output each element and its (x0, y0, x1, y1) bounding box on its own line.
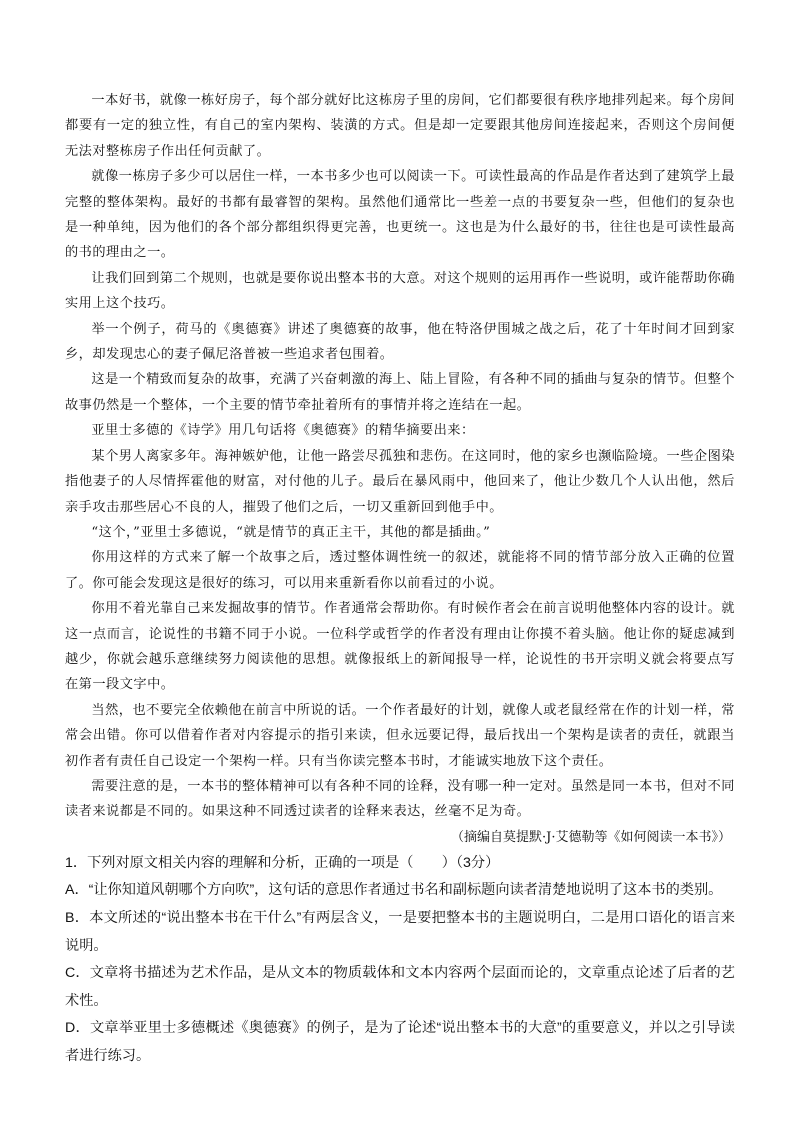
article-paragraph-3: 让我们回到第二个规则，也就是要你说出整本书的大意。对这个规则的运用再作一些说明，或许能帮助你确实用上这个技巧。 (65, 270, 735, 312)
article-paragraph-2: 就像一栋房子多少可以居住一样，一本书多少也可以阅读一下。可读性最高的作品是作者达到了建筑学上最完整的整体架构。最好的书都有最睿智的架构。虽然他们通常比一些差一点的书要复杂一些，但他们的复杂也是一种单纯，因为他们的各个部分都组织得更完善，也更统一。这也是为什么最好的书，往往也是可读性最高的书的理由之一。 (65, 169, 735, 261)
article-paragraph-10: 你用不着光靠自己来发掘故事的情节。作者通常会帮助你。有时候作者会在前言说明他整体内容的设计。就这一点而言，论说性的书籍不同于小说。一位科学或哲学的作者没有理由让你摸不着头脑。他让你的疑虑减到越少，你就会越乐意继续努力阅读他的思想。就像报纸上的新闻报导一样，论说性的书开宗明义就会将要点写在第一段文字中。 (65, 601, 735, 693)
article-paragraph-5: 这是一个精致而复杂的故事，充满了兴奋刺激的海上、陆上冒险，有各种不同的插曲与复杂的情节。但整个故事仍然是一个整体，一个主要的情节牵扯着所有的事情并将之连结在一起。 (65, 372, 735, 413)
document-page (65, 88, 735, 1071)
article-paragraph-11: 当然，也不要完全依赖他在前言中所说的话。一个作者最好的计划，就像人或老鼠经常在作的计划一样，常常会出错。你可以借着作者对内容提示的指引来读，但永远要记得，最后找出一个架构是读者的责任，就跟当初作者有责任自己设定一个架构一样。只有当你读完整本书时，才能诚实地放下这个责任。 (65, 702, 735, 769)
article-paragraph-4: 举一个例子，荷马的《奥德赛》讲述了奥德赛的故事，他在特洛伊围城之战之后，花了十年时间才回到家乡，却发现忠心的妻子佩尼洛普被一些追求者包围着。 (65, 321, 735, 363)
question-block (65, 850, 735, 1071)
article-body (65, 88, 735, 850)
question-option-d: D．文章举亚里士多德概述《奥德赛》的例子，是为了论述“说出整本书的大意”的重要意义，并以之引导读者进行练习。 (65, 1020, 735, 1064)
article-paragraph-12: 需要注意的是，一本书的整体精神可以有各种不同的诠释，没有哪一种一定对。虽然是同一本书，但对不同读者来说都是不同的。如果这种不同透过读者的诠释来表达，丝毫不足为奇。 (65, 778, 735, 820)
question-option-b: B．本文所述的“说出整本书在干什么”有两层含义，一是要把整本书的主题说明白，二是用口语化的语言来说明。 (65, 909, 735, 954)
question-stem: 1．下列对原文相关内容的理解和分析，正确的一项是（ ）（3分） (65, 854, 500, 871)
article-paragraph-6: 亚里士多德的《诗学》用几句话将《奥德赛》的精华摘要出来： (91, 423, 475, 439)
article-paragraph-8: “这个，”亚里士多德说，“就是情节的真正主干，其他的都是插曲。” (91, 524, 491, 540)
question-option-c: C．文章将书描述为艺术作品，是从文本的物质载体和文本内容两个层面而论的，文章重点论述了后者的艺术性。 (65, 965, 735, 1009)
article-paragraph-1: 一本好书，就像一栋好房子，每个部分就好比这栋房子里的房间，它们都要很有秩序地排列起来。每个房间都要有一定的独立性，有自己的室内架构、装潢的方式。但是却一定要跟其他房间连接起来，否则这个房间便无法对整栋房子作出任何贡献了。 (65, 93, 735, 159)
article-paragraph-9: 你用这样的方式来了解一个故事之后，透过整体调性统一的叙述，就能将不同的情节部分放入正确的位置了。你可能会发现这是很好的练习，可以用来重新看你以前看过的小说。 (65, 550, 735, 591)
article-quote-paragraph: 某个男人离家多年。海神嫉妒他，让他一路尝尽孤独和悲伤。在这同时，他的家乡也濒临险境。一些企图染指他妻子的人尽情挥霍他的财富，对付他的儿子。最后在暴风雨中，他回来了，他让少数几个人认出他，然后亲手攻击那些居心不良的人，摧毁了他们之后，一切又重新回到他手中。 (65, 448, 735, 515)
question-option-a: A．“让你知道风朝哪个方向吹”，这句话的意思作者通过书名和副标题向读者清楚地说明了这本书的类别。 (65, 882, 723, 899)
article-source-citation: （摘编自莫提默·J·艾德勒等《如何阅读一本书》） (451, 829, 731, 845)
